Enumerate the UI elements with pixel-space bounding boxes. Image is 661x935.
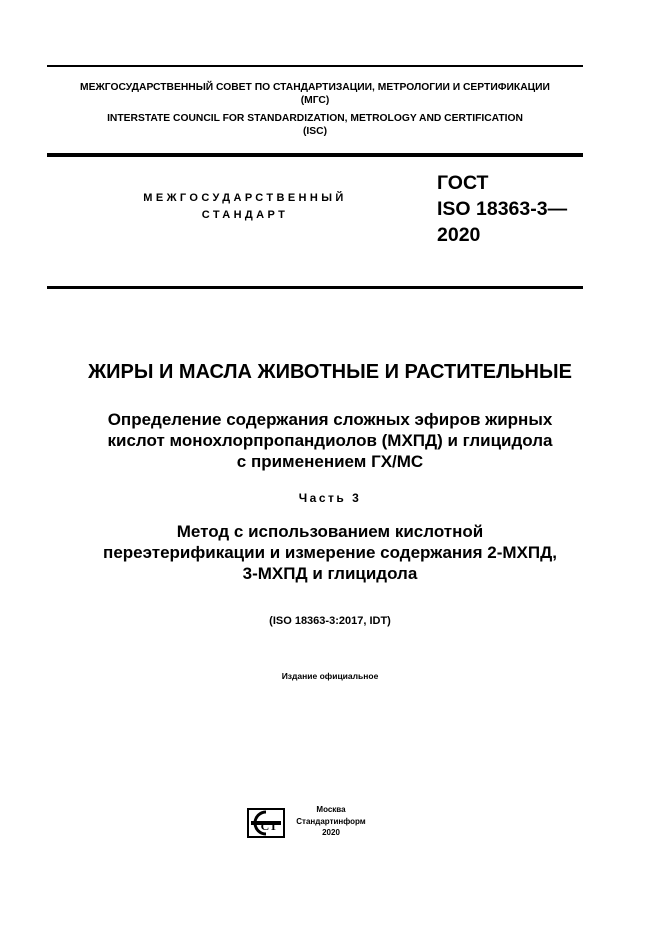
publisher-info (296, 804, 366, 838)
part-title-line3: 3-МХПД и глицидола (242, 564, 418, 583)
official-edition: Издание официальное (281, 671, 379, 681)
standard-type-line1: МЕЖГОСУДАРСТВЕННЫЙ (143, 192, 347, 204)
subtitle-line3: с применением ГХ/МС (236, 452, 424, 471)
logo-text: СТ (260, 819, 278, 833)
council-en-line2: (ISC) (302, 126, 328, 137)
standard-type-line2: СТАНДАРТ (201, 209, 289, 221)
standard-code-line2: ISO 18363-3— (437, 198, 568, 220)
iso-reference: (ISO 18363-3:2017, IDT) (269, 615, 391, 627)
publisher-city: Москва (316, 805, 346, 814)
standard-code-line3: 2020 (437, 224, 481, 246)
standard-code (437, 170, 567, 248)
part-number: Часть 3 (298, 491, 362, 505)
standartinform-logo-icon (247, 808, 285, 838)
header-rule-thick (47, 153, 583, 157)
publisher-year: 2020 (322, 828, 340, 837)
standard-code-line1: ГОСТ (437, 172, 489, 194)
subtitle-line1: Определение содержания сложных эфиров жирных (107, 410, 553, 429)
council-ru-line2: (МГС) (300, 95, 330, 106)
standard-type (110, 192, 380, 221)
part-title-line1: Метод с использованием кислотной (176, 522, 484, 541)
document-title: ЖИРЫ И МАСЛА ЖИВОТНЫЕ И РАСТИТЕЛЬНЫЕ (88, 361, 572, 383)
part-title (30, 521, 630, 584)
top-rule-thin (47, 65, 583, 67)
council-header (47, 81, 583, 138)
council-ru-line1: МЕЖГОСУДАРСТВЕННЫЙ СОВЕТ ПО СТАНДАРТИЗАЦИИ, МЕТРОЛОГИИ И СЕРТИФИКАЦИИ (80, 82, 550, 93)
part-title-line2: переэтерификации и измерение содержания 2-МХПД, (103, 543, 557, 562)
council-en-line1: INTERSTATE COUNCIL FOR STANDARDIZATION, METROLOGY AND CERTIFICATION (107, 113, 523, 124)
publisher-name: Стандартинформ (296, 817, 366, 826)
subtitle-line2: кислот монохлорпропандиолов (МХПД) и глицидола (107, 431, 553, 450)
standard-rule (47, 286, 583, 289)
document-subtitle (30, 409, 630, 472)
